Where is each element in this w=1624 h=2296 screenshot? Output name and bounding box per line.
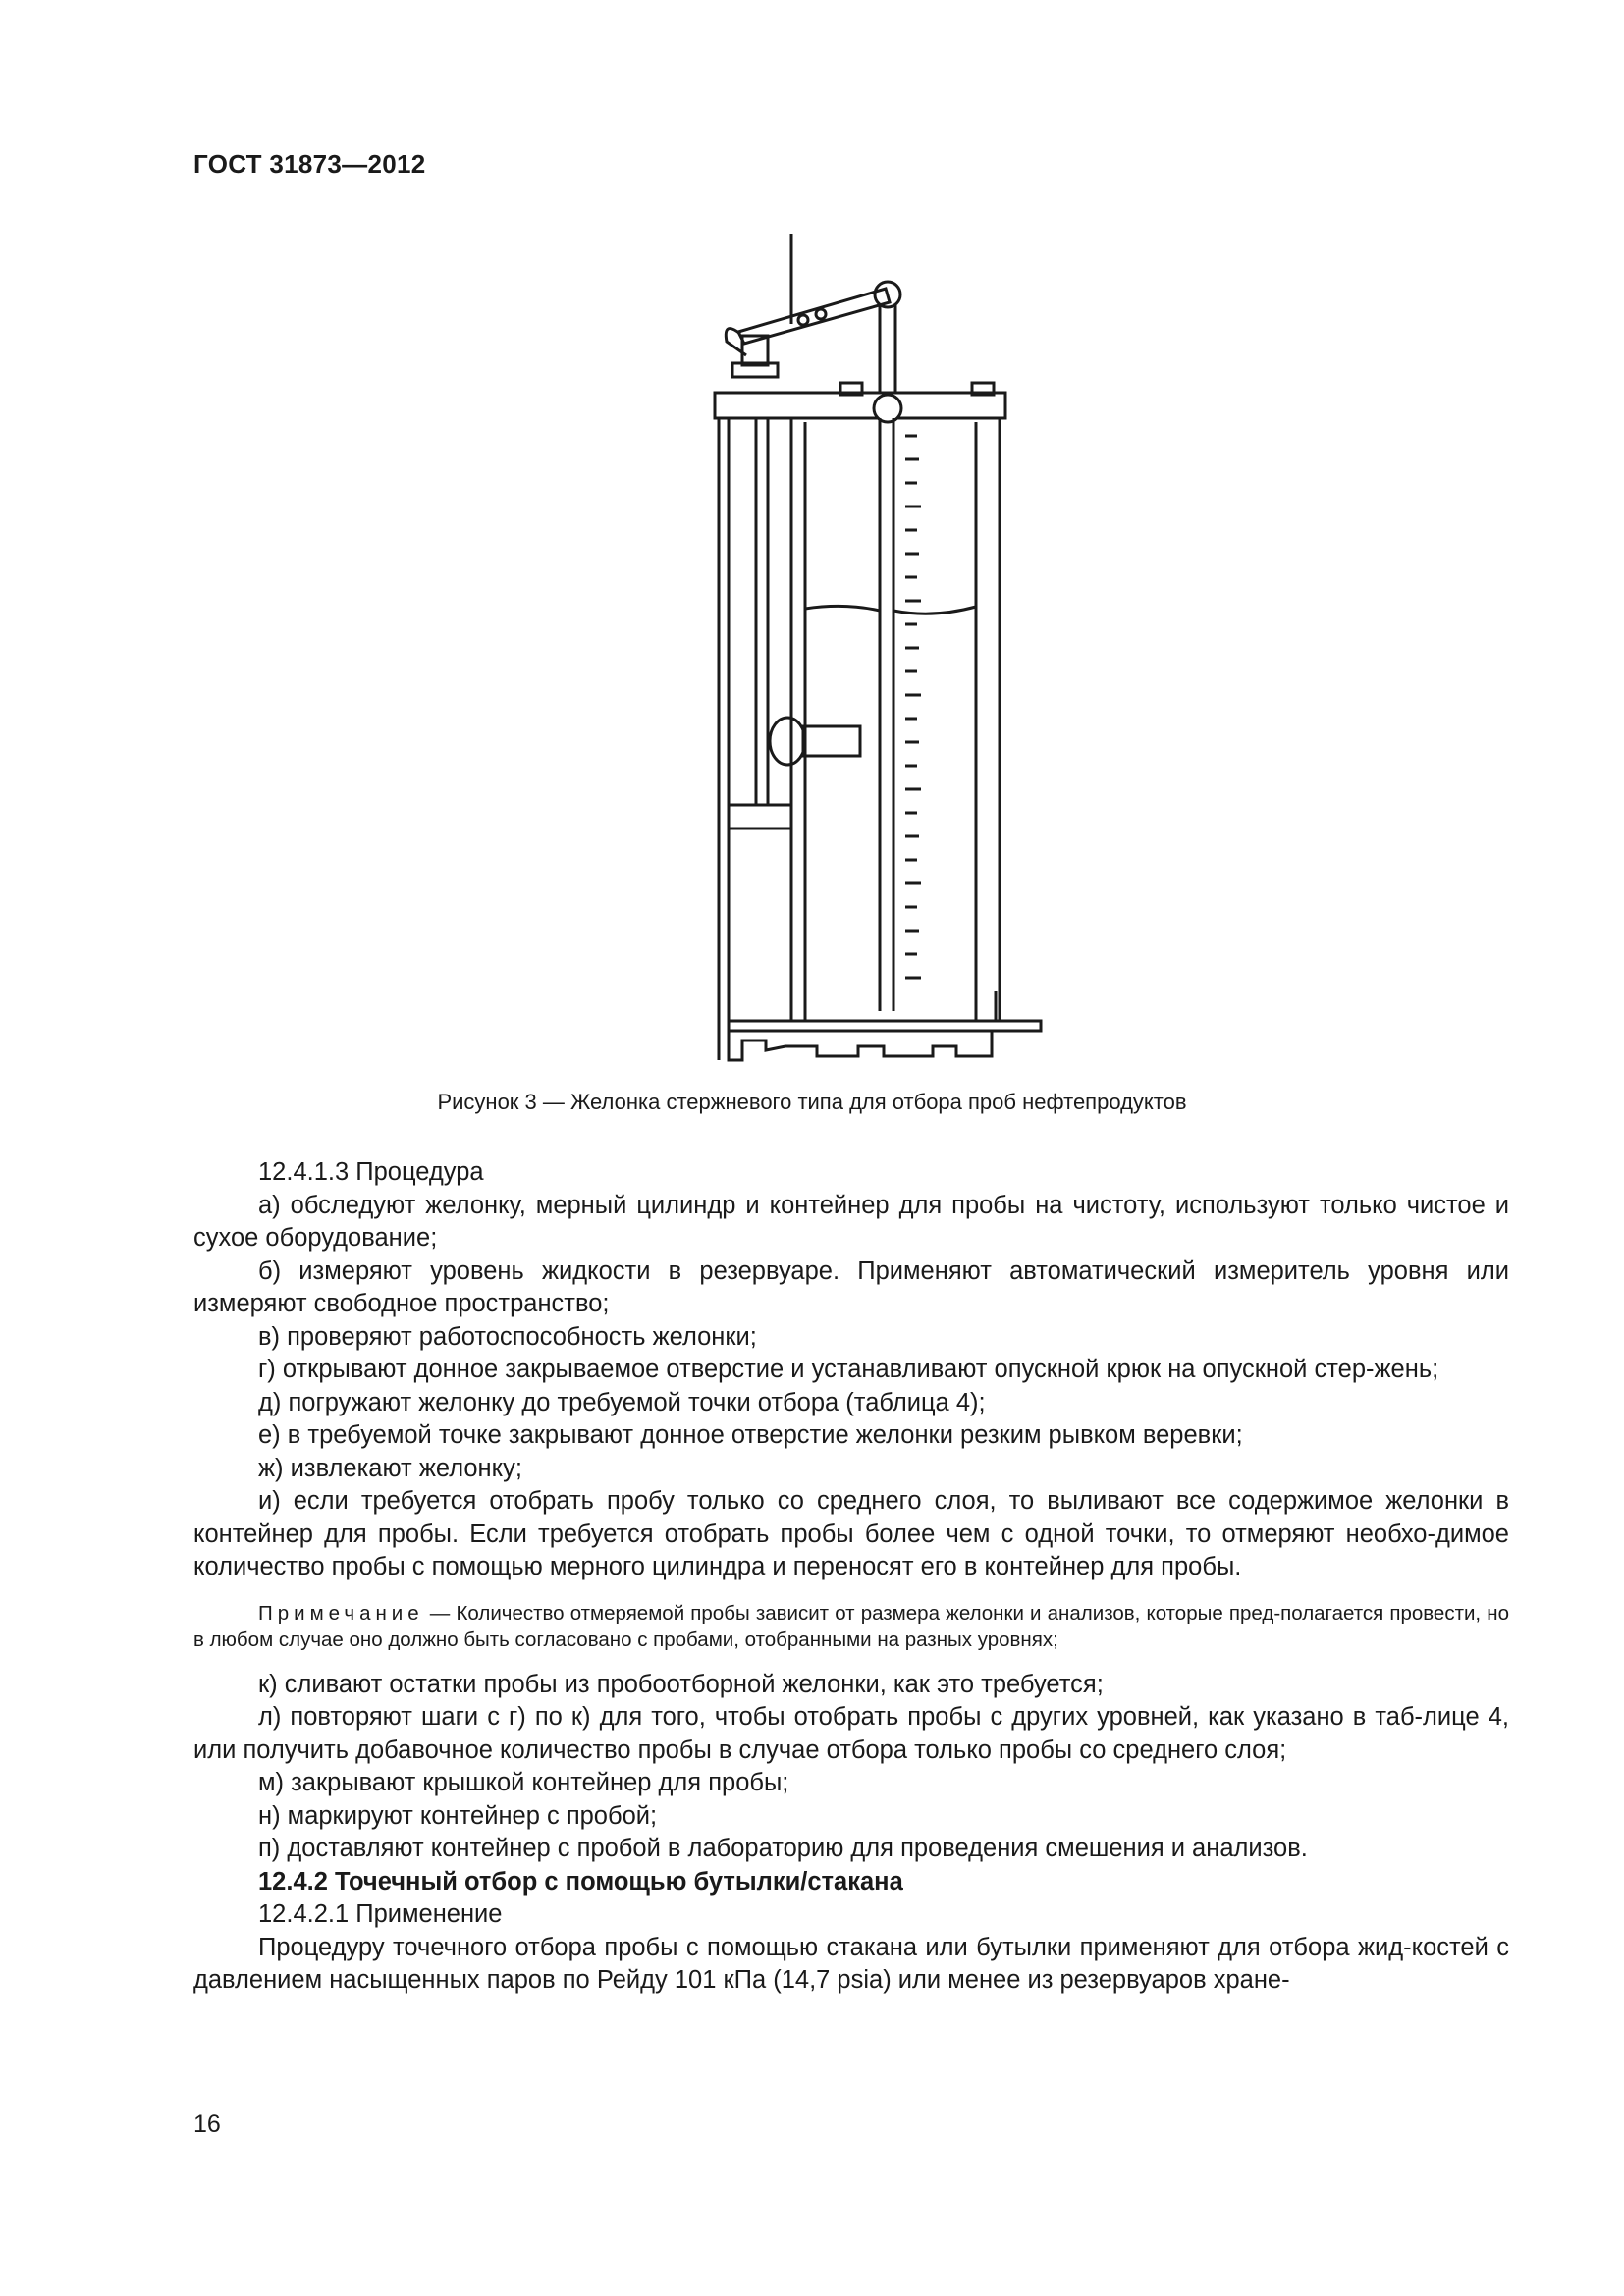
paragraph: Процедуру точечного отбора пробы с помощью стакана или бутылки применяют для отбора жид-костей с давлением насыщенных паров по Рейду 101 кПа (14,7 psia) или менее из резервуаров хране- bbox=[193, 1933, 1509, 1994]
figure-caption: Рисунок 3 — Желонка стержневого типа для отбора проб нефтепродуктов bbox=[437, 1090, 1187, 1114]
document-body bbox=[193, 1156, 1509, 1998]
list-item: м) закрывают крышкой контейнер для пробы; bbox=[258, 1769, 789, 1796]
list-item: к) сливают остатки пробы из пробоотборной желонки, как это требуется; bbox=[258, 1670, 1104, 1698]
note bbox=[193, 1600, 1509, 1653]
list-item: б) измеряют уровень жидкости в резервуаре. Применяют автоматический измеритель уровня или измеряют свободное пространство; bbox=[193, 1256, 1509, 1317]
document-header: ГОСТ 31873—2012 bbox=[193, 149, 426, 179]
section-heading: 12.4.1.3 Процедура bbox=[258, 1158, 484, 1186]
thief-sampler-figure bbox=[648, 226, 1060, 1080]
list-item: е) в требуемой точке закрывают донное отверстие желонки резким рывком веревки; bbox=[258, 1421, 1243, 1449]
list-item: и) если требуется отобрать пробу только со среднего слоя, то выливают все содержимое желонки в контейнер для пробы. Если требуется отобрать пробы более чем с одной точки, то отмеряют необхо-димое количество пробы с помощью мерного цилиндра и переносят его в контейнер для пробы. bbox=[193, 1487, 1509, 1580]
list-item: н) маркируют контейнер с пробой; bbox=[258, 1801, 658, 1830]
list-item: л) повторяют шаги с г) по к) для того, чтобы отобрать пробы с других уровней, как указано в таб-лице 4, или получить добавочное количество пробы в случае отбора только пробы со среднего слоя; bbox=[193, 1703, 1509, 1764]
list-item: д) погружают желонку до требуемой точки отбора (таблица 4); bbox=[258, 1388, 986, 1416]
list-item: в) проверяют работоспособность желонки; bbox=[258, 1322, 757, 1351]
section-heading-bold: 12.4.2 Точечный отбор с помощью бутылки/стакана bbox=[258, 1867, 903, 1896]
list-item: ж) извлекают желонку; bbox=[258, 1454, 522, 1482]
subsection-heading: 12.4.2.1 Применение bbox=[258, 1900, 503, 1928]
page-number: 16 bbox=[193, 2110, 221, 2138]
list-item: г) открывают донное закрываемое отверстие и устанавливают опускной крюк на опускной стер-жень; bbox=[258, 1356, 1439, 1383]
list-item: п) доставляют контейнер с пробой в лабораторию для проведения смешения и анализов. bbox=[258, 1835, 1308, 1862]
note-text: — Количество отмеряемой пробы зависит от размера желонки и анализов, которые пред-полагается провести, но в любом случае оно должно быть согласовано с пробами, отобранными на разных уровнях; bbox=[193, 1601, 1509, 1651]
list-item: а) обследуют желонку, мерный цилиндр и контейнер для пробы на чистоту, используют только чистое и сухое оборудование; bbox=[193, 1191, 1509, 1252]
note-label: Примечание bbox=[258, 1601, 424, 1625]
